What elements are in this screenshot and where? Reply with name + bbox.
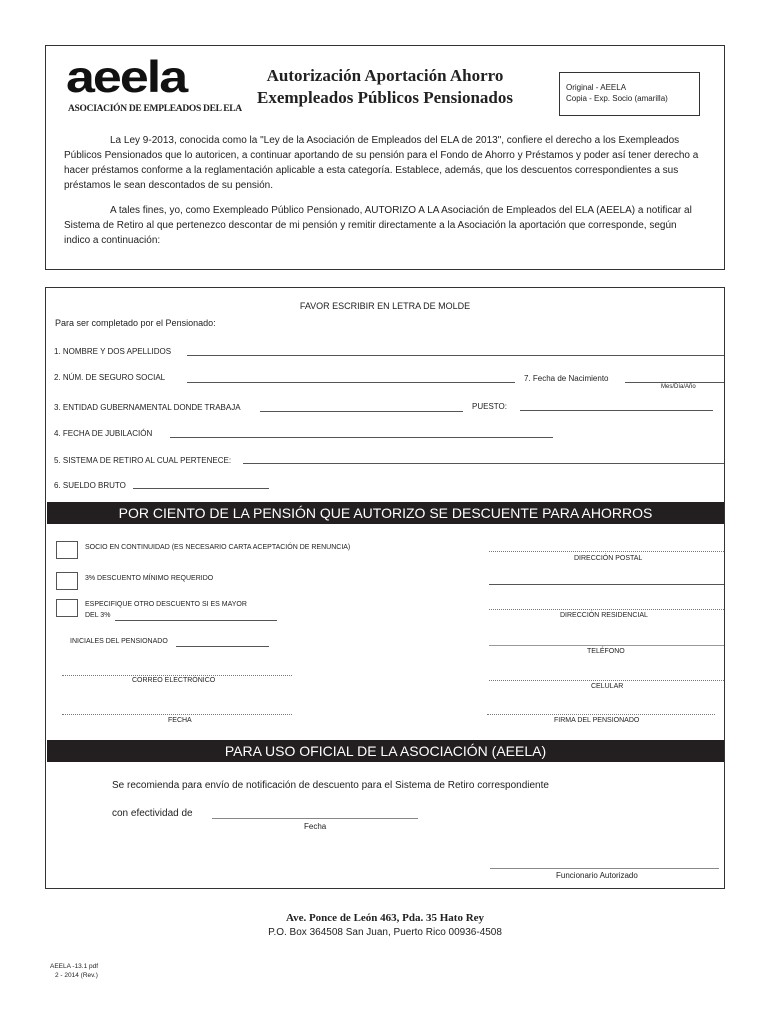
official-use-banner: PARA USO OFICIAL DE LA ASOCIACIÓN (AEELA) (47, 740, 724, 762)
celular-label: CELULAR (591, 683, 624, 690)
descuento-minimo-label: 3% DESCUENTO MÍNIMO REQUERIDO (85, 575, 214, 582)
continuidad-label: SOCIO EN CONTINUIDAD (ES NECESARIO CARTA ACEPTACIÓN DE RENUNCIA) (85, 544, 351, 551)
footer-address-1: Ave. Ponce de León 463, Pda. 35 Hato Rey (285, 912, 485, 924)
direccion-postal-field-1[interactable] (489, 551, 724, 552)
iniciales-field[interactable] (176, 646, 269, 647)
direccion-postal-label: DIRECCIÓN POSTAL (574, 555, 643, 562)
copy-distribution-box (559, 72, 700, 116)
logo-subtitle: ASOCIACIÓN DE EMPLEADOS DEL ELA (68, 104, 242, 114)
fecha-nacimiento-field[interactable] (625, 382, 724, 383)
copy-socio: Copia - Exp. Socio (amarilla) (566, 94, 668, 103)
otro-descuento-label: ESPECIFIQUE OTRO DESCUENTO SI ES MAYOR (85, 601, 247, 608)
celular-field[interactable] (489, 680, 724, 681)
fecha-nacimiento-label: 7. Fecha de Nacimiento (524, 374, 609, 383)
efectividad-field[interactable] (212, 818, 418, 819)
otro-descuento-field[interactable] (115, 620, 277, 621)
correo-field[interactable] (62, 675, 292, 676)
sistema-retiro-label: 5. SISTEMA DE RETIRO AL CUAL PERTENECE: (54, 456, 232, 465)
logo-text: aeela (66, 52, 187, 103)
nombre-field[interactable] (187, 355, 724, 356)
form-revision: 2 - 2014 (Rev.) (55, 972, 98, 979)
telefono-label: TELÉFONO (587, 648, 625, 655)
continuidad-checkbox[interactable] (56, 541, 78, 559)
sueldo-field[interactable] (133, 488, 269, 489)
form-code: AEELA -13.1 pdf (50, 963, 99, 970)
fecha-field[interactable] (62, 714, 292, 715)
entidad-field[interactable] (260, 411, 463, 412)
footer-address-2: P.O. Box 364508 San Juan, Puerto Rico 00936-4508 (268, 927, 502, 938)
firma-label: FIRMA DEL PENSIONADO (554, 717, 640, 724)
jubilacion-label: 4. FECHA DE JUBILACIÓN (54, 429, 153, 438)
pension-banner: POR CIENTO DE LA PENSIÓN QUE AUTORIZO SE DESCUENTE PARA AHORROS (47, 502, 724, 524)
sueldo-label: 6. SUELDO BRUTO (54, 481, 126, 490)
puesto-field[interactable] (520, 410, 713, 411)
direccion-residencial-field[interactable] (489, 609, 724, 610)
otro-descuento-checkbox[interactable] (56, 599, 78, 617)
seguro-social-label: 2. NÚM. DE SEGURO SOCIAL (54, 373, 166, 382)
iniciales-label: INICIALES DEL PENSIONADO (70, 638, 168, 645)
nombre-label: 1. NOMBRE Y DOS APELLIDOS (54, 347, 172, 356)
intro-paragraph-1: La Ley 9-2013, conocida como la "Ley de la Asociación de Empleados del ELA de 2013", confiere el derecho a los Exempleados Públicos Pensionados que lo autoricen, a continuar aportando de su pensión para el Fondo de Ahorro y Préstamos y poder así tener derecho a hacer préstamos conforme a la reglamentación aplicable a esta categoría. Establece, además, que los descuentos correspondientes a sus préstamos le sean descontados de su pensión. (64, 135, 699, 191)
fecha-nacimiento-hint: Mes/Día/Año (661, 384, 696, 390)
aeela-logo (66, 52, 242, 122)
copy-original: Original - AEELA (566, 83, 627, 92)
recomienda-text: Se recomienda para envío de notificación de descuento para el Sistema de Retiro correspondiente (112, 780, 549, 791)
funcionario-label: Funcionario Autorizado (556, 871, 638, 880)
entidad-label: 3. ENTIDAD GUBERNAMENTAL DONDE TRABAJA (54, 403, 241, 412)
direccion-postal-field-2[interactable] (489, 584, 724, 585)
direccion-residencial-label: DIRECCIÓN RESIDENCIAL (560, 612, 648, 619)
efectividad-fecha-label: Fecha (304, 822, 327, 831)
form-title-line2: Exempleados Públicos Pensionados (257, 88, 513, 107)
seguro-social-field[interactable] (187, 382, 515, 383)
correo-label: CORREO ELECTRÓNICO (132, 677, 216, 684)
firma-field[interactable] (487, 714, 715, 715)
otro-descuento-del: DEL 3% (85, 612, 111, 619)
jubilacion-field[interactable] (170, 437, 553, 438)
funcionario-field[interactable] (490, 868, 719, 869)
telefono-field[interactable] (489, 645, 724, 646)
intro-paragraph-2: A tales fines, yo, como Exempleado Público Pensionado, AUTORIZO A LA Asociación de Empleados del ELA (AEELA) a notificar al Sistema de Retiro al que pertenezco descontar de mi pensión y remitir directamente a la Asociación la aportación que corresponde, según indico a continuación: (64, 205, 692, 246)
descuento-minimo-checkbox[interactable] (56, 572, 78, 590)
form-instruction: FAVOR ESCRIBIR EN LETRA DE MOLDE (299, 301, 471, 311)
fecha-label: FECHA (168, 717, 192, 724)
efectividad-label: con efectividad de (112, 808, 193, 819)
form-title-line1: Autorización Aportación Ahorro (266, 66, 504, 85)
puesto-label: PUESTO: (472, 402, 507, 411)
sistema-retiro-field[interactable] (243, 463, 724, 464)
completed-by-label: Para ser completado por el Pensionado: (55, 318, 216, 328)
